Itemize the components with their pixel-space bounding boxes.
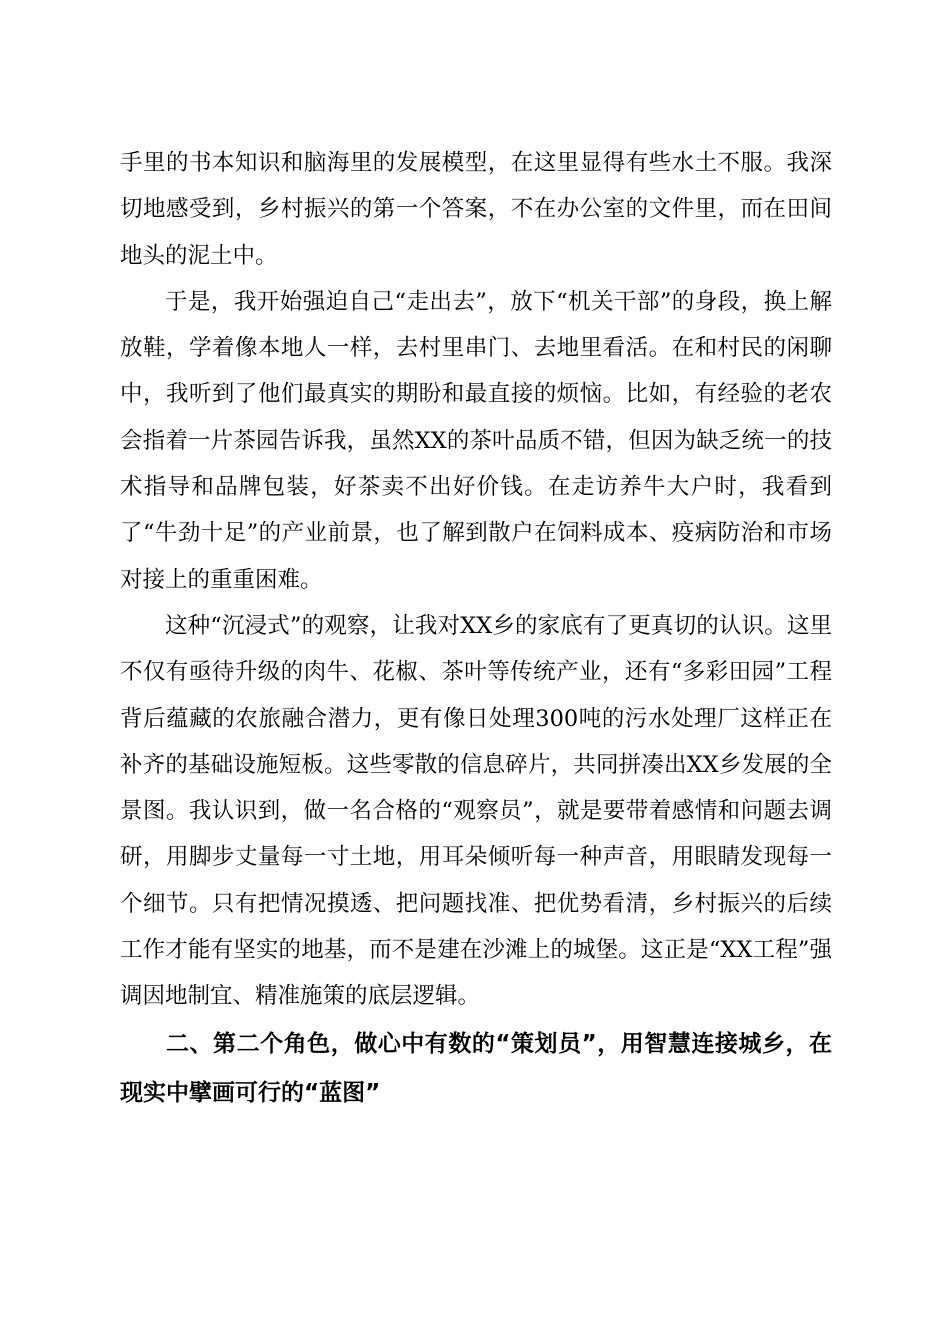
paragraph-immersive-observation: 这种“沉浸式”的观察，让我对XX乡的家底有了更真切的认识。这里不仅有亟待升级的肉牛、花椒、茶叶等传统产业，还有“多彩田园”工程背后蕴藏的农旅融合潜力，更有像日处理300吨的污水处理厂这样正在补齐的基础设施短板。这些零散的信息碎片，共同拼凑出XX乡发展的全景图。我认识到，做一名合格的“观察员”，就是要带着感情和问题去调研，用脚步丈量每一寸土地，用耳朵倾听每一种声音，用眼睛发现每一个细节。只有把情况摸透、把问题找准、把优势看清，乡村振兴的后续工作才能有坚实的地基，而不是建在沙滩上的城堡。这正是“XX工程”强调因地制宜、精准施策的底层逻辑。	[120, 612, 832, 1010]
paragraph-continuation: 手里的书本知识和脑海里的发展模型，在这里显得有些水土不服。我深切地感受到，乡村振兴的第一个答案，不在办公室的文件里，而在田间地头的泥土中。	[120, 150, 832, 269]
section-heading: 二、第二个角色，做心中有数的“策划员”，用智慧连接城乡，在现实中擘画可行的“蓝图”	[120, 1030, 832, 1106]
paragraph-going-out: 于是，我开始强迫自己“走出去”，放下“机关干部”的身段，换上解放鞋，学着像本地人一样，去村里串门、去地里看活。在和村民的闲聊中，我听到了他们最真实的期盼和最直接的烦恼。比如，有经验的老农会指着一片茶园告诉我，虽然XX的茶叶品质不错，但因为缺乏统一的技术指导和品牌包装，好茶卖不出好价钱。在走访养牛大户时，我看到了“牛劲十足”的产业前景，也了解到散户在饲料成本、疫病防治和市场对接上的重重困难。	[120, 288, 832, 593]
document-page	[120, 140, 832, 1118]
